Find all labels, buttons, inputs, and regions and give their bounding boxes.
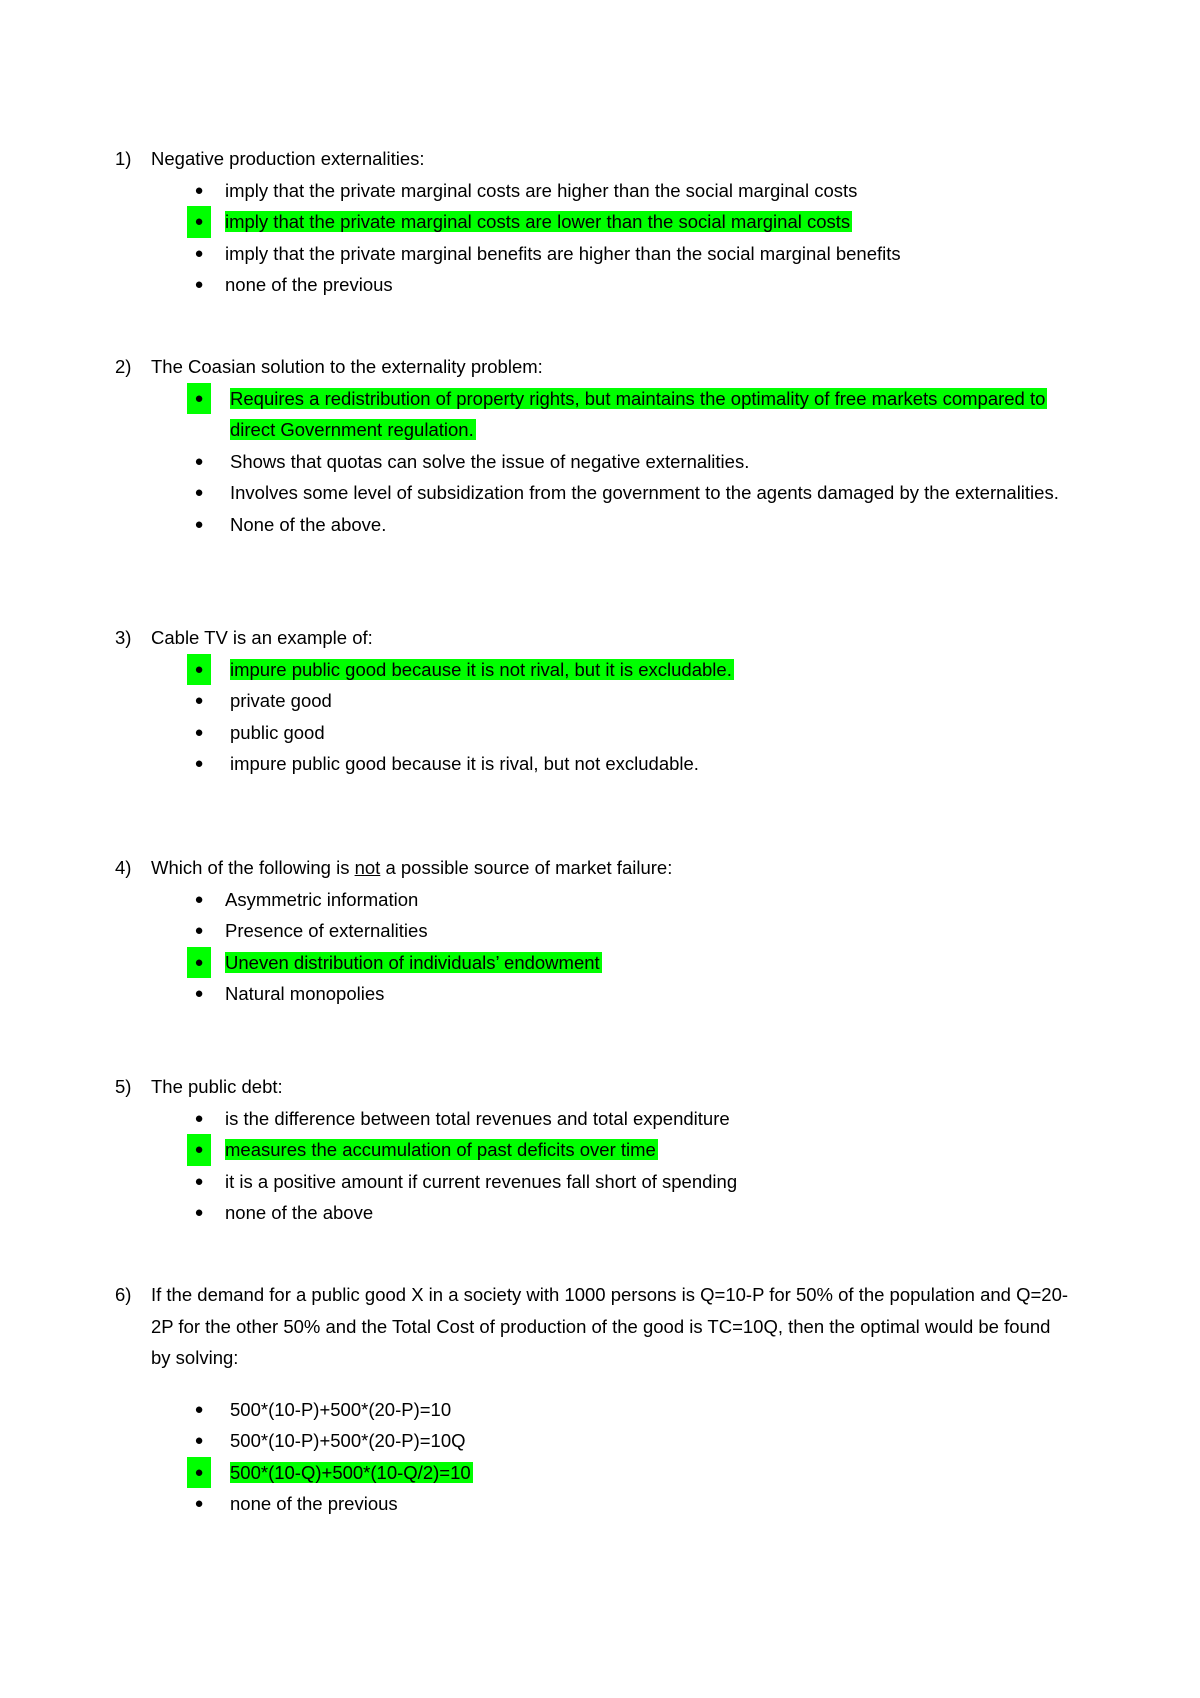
question-text-underlined: not [354, 857, 381, 878]
bullet-icon: ● [194, 276, 204, 293]
option-item [115, 1166, 1075, 1198]
question-number: 4) [115, 857, 132, 878]
option-item-highlighted [115, 206, 1075, 238]
question-stem [115, 852, 1075, 884]
option-text: none of the above [225, 1202, 374, 1223]
option-text: private good [230, 690, 332, 711]
bullet-icon: ● [187, 1457, 211, 1489]
bullet-icon: ● [187, 206, 211, 238]
bullet-icon: ● [194, 1172, 204, 1190]
question-2 [115, 351, 1075, 540]
bullet-icon: ● [194, 723, 204, 741]
question-text: If the demand for a public good X in a society with 1000 persons is Q=10-P for 50% of the population and Q=20-2P for the other 50% and the Total Cost of production of the good is TC=10Q, then the optimal would be found by solving: [151, 1284, 1069, 1368]
bullet-icon: ● [194, 515, 204, 533]
option-text: Requires a redistribution of property rights, but maintains the optimality of free markets compared to direct Government regulation. [230, 387, 1046, 440]
question-number: 3) [115, 627, 132, 648]
option-text: Natural monopolies [225, 983, 385, 1004]
option-item [115, 446, 1075, 478]
question-stem [115, 351, 1075, 383]
question-text-after: a possible source of market failure: [380, 857, 673, 878]
option-item [115, 748, 1075, 780]
option-list [115, 1103, 1075, 1229]
option-text: imply that the private marginal costs are higher than the social marginal costs [225, 179, 858, 201]
option-text: is the difference between total revenues and total expenditure [225, 1107, 730, 1129]
option-text: 500*(10-P)+500*(20-P)=10 [230, 1398, 452, 1420]
option-item [115, 1425, 1075, 1457]
option-text: none of the previous [230, 1493, 398, 1514]
option-text: Asymmetric information [225, 888, 419, 910]
option-text: Shows that quotas can solve the issue of negative externalities. [230, 450, 750, 472]
option-text: Involves some level of subsidization from the government to the agents damaged by the externalities. [230, 482, 1059, 503]
bullet-icon: ● [187, 947, 211, 979]
bullet-icon: ● [194, 452, 204, 470]
bullet-icon: ● [187, 654, 211, 686]
question-1 [115, 143, 1075, 301]
question-stem [115, 1071, 1075, 1103]
question-5 [115, 1071, 1075, 1229]
option-list [115, 175, 1075, 301]
option-item [115, 1103, 1075, 1135]
question-6 [115, 1279, 1075, 1520]
option-list [115, 654, 1075, 780]
option-item [115, 1394, 1075, 1426]
option-text: 500*(10-P)+500*(20-P)=10Q [230, 1430, 466, 1451]
question-stem [115, 143, 1075, 175]
option-item [115, 1488, 1075, 1520]
option-item [115, 685, 1075, 717]
bullet-icon: ● [194, 484, 204, 501]
bullet-icon: ● [194, 1204, 204, 1221]
option-item [115, 509, 1075, 541]
option-text: impure public good because it is not rival, but it is excludable. [230, 658, 732, 680]
spacer [115, 1374, 1075, 1394]
option-item-highlighted [115, 654, 1075, 686]
option-item [115, 884, 1075, 916]
question-number: 6) [115, 1284, 132, 1305]
question-text: Cable TV is an example of: [151, 627, 373, 648]
bullet-icon: ● [187, 383, 211, 415]
question-stem [115, 622, 1075, 654]
bullet-icon: ● [194, 1400, 204, 1418]
option-text: public good [230, 721, 325, 743]
option-item-highlighted [115, 1457, 1075, 1489]
bullet-icon: ● [194, 922, 204, 939]
option-item-highlighted [115, 1134, 1075, 1166]
question-text: The public debt: [151, 1076, 283, 1097]
bullet-icon: ● [194, 755, 204, 772]
bullet-icon: ● [194, 1495, 204, 1512]
bullet-icon: ● [194, 1432, 204, 1449]
option-text: imply that the private marginal costs are lower than the social marginal costs [225, 211, 851, 232]
option-text: none of the previous [225, 274, 393, 295]
option-item [115, 1197, 1075, 1229]
bullet-icon: ● [194, 985, 204, 1002]
option-item [115, 269, 1075, 301]
option-list [115, 884, 1075, 1010]
option-text: imply that the private marginal benefits are higher than the social marginal benefits [225, 242, 901, 264]
question-3 [115, 622, 1075, 780]
bullet-icon: ● [194, 1109, 204, 1127]
question-text-before: Which of the following is [151, 857, 355, 878]
option-text: None of the above. [230, 513, 387, 535]
bullet-icon: ● [187, 1134, 211, 1166]
option-text: it is a positive amount if current revenues fall short of spending [225, 1170, 738, 1192]
option-item-highlighted [115, 383, 1075, 446]
option-item [115, 175, 1075, 207]
option-list [115, 383, 1075, 541]
option-item [115, 978, 1075, 1010]
option-item [115, 915, 1075, 947]
bullet-icon: ● [194, 244, 204, 262]
question-text: Negative production externalities: [151, 148, 425, 169]
option-text: Uneven distribution of individuals’ endowment [225, 951, 600, 973]
option-text: 500*(10-Q)+500*(10-Q/2)=10 [230, 1461, 471, 1483]
bullet-icon: ● [194, 890, 204, 908]
question-4 [115, 852, 1075, 1010]
question-stem [115, 1279, 1075, 1374]
option-text: measures the accumulation of past deficits over time [225, 1139, 656, 1160]
question-number: 2) [115, 356, 132, 377]
option-item [115, 238, 1075, 270]
option-item [115, 477, 1075, 509]
option-item [115, 717, 1075, 749]
question-text: The Coasian solution to the externality problem: [151, 356, 543, 377]
option-text: Presence of externalities [225, 920, 428, 941]
bullet-icon: ● [194, 692, 204, 709]
bullet-icon: ● [194, 181, 204, 199]
option-list [115, 1394, 1075, 1520]
option-text: impure public good because it is rival, but not excludable. [230, 753, 699, 774]
question-number: 5) [115, 1076, 132, 1097]
option-item-highlighted [115, 947, 1075, 979]
question-number: 1) [115, 148, 132, 169]
